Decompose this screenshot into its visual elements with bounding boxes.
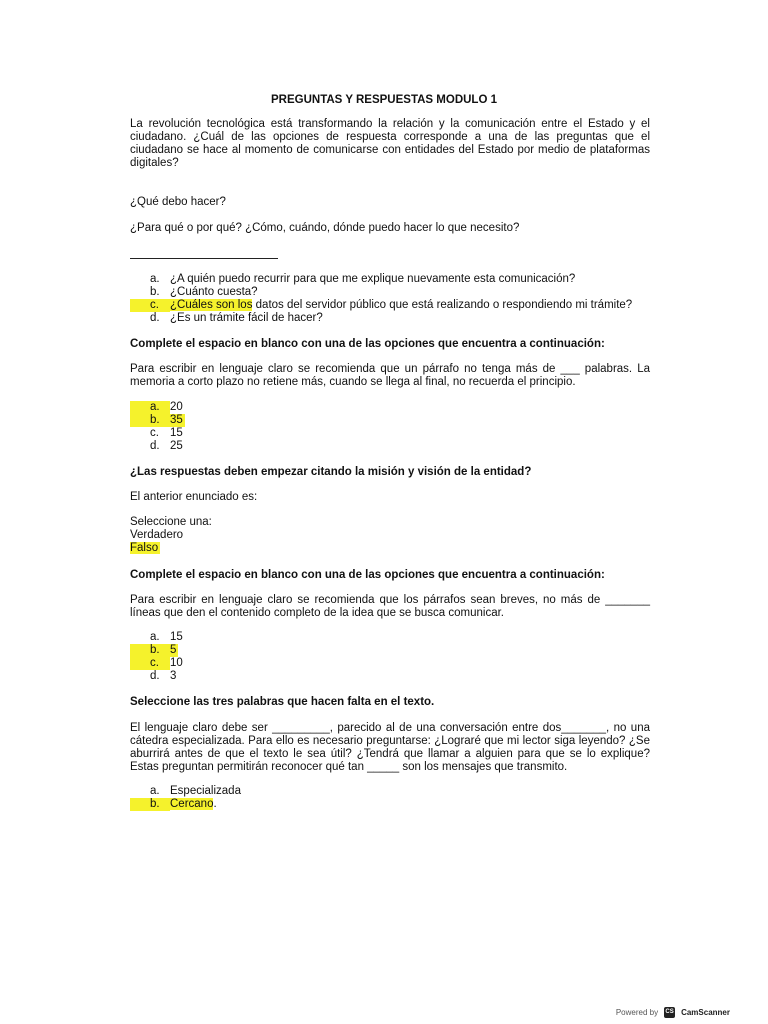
list-item-highlighted [130, 798, 650, 811]
highlighted-text: Cercano [170, 798, 214, 810]
list-item-highlighted [130, 414, 650, 427]
option-text [170, 798, 217, 811]
q3-line2: Seleccione una: [130, 516, 212, 528]
option-letter: a. [150, 631, 160, 643]
option-letter: b. [130, 414, 170, 427]
list-item [130, 427, 650, 440]
option-text: 15 [170, 427, 183, 439]
list-item-highlighted [130, 657, 650, 670]
option-text: 25 [170, 440, 183, 452]
option-letter: c. [130, 299, 170, 312]
option-letter: c. [150, 427, 159, 439]
list-item [130, 440, 650, 453]
option-text: 3 [170, 670, 177, 682]
option-letter: d. [150, 312, 160, 324]
q1-options [130, 273, 650, 325]
option-letter: a. [130, 401, 170, 414]
q1-line2: ¿Para qué o por qué? ¿Cómo, cuándo, dónde puedo hacer lo que necesito? [130, 222, 520, 234]
camscanner-watermark [616, 1006, 730, 1019]
q5-paragraph: El lenguaje claro debe ser _________, parecido al de una conversación entre dos_______, no una cátedra especializada. Para ello es necesario preguntarse: ¿Lograré que mi lector siga leyendo? ¿Se aburrirá antes de que el texto le sea útil? ¿Tendrá que llamar a alguien para que se lo explique? Estas preguntan permitirán reconocer qué tan _____ son los mensajes que transmito. [130, 722, 650, 773]
option-text: ¿Cuánto cuesta? [170, 286, 258, 298]
list-item-highlighted [130, 299, 650, 312]
q2-heading: Complete el espacio en blanco con una de las opciones que encuentra a continuación: [130, 338, 605, 350]
q4-heading: Complete el espacio en blanco con una de las opciones que encuentra a continuación: [130, 569, 605, 581]
highlighted-text: ¿Cuáles son los [170, 299, 253, 311]
list-item [130, 312, 650, 325]
option-letter: b. [130, 798, 170, 811]
list-item [130, 286, 650, 299]
option-text: 5 [170, 644, 177, 656]
highlighted-text: Falso [130, 542, 159, 554]
list-item-highlighted [130, 401, 650, 414]
list-item [130, 273, 650, 286]
list-item-highlighted [130, 644, 650, 657]
option-letter: d. [150, 670, 160, 682]
option-letter: d. [150, 440, 160, 452]
q3-option-false [130, 542, 650, 555]
option-letter: c. [130, 657, 170, 670]
option-letter: a. [150, 273, 160, 285]
list-item [130, 785, 650, 798]
q3-heading: ¿Las respuestas deben empezar citando la misión y visión de la entidad? [130, 466, 532, 478]
page-title: PREGUNTAS Y RESPUESTAS MODULO 1 [271, 94, 497, 106]
option-text: 15 [170, 631, 183, 643]
q2-options [130, 401, 650, 453]
option-letter: a. [150, 785, 160, 797]
list-item [130, 631, 650, 644]
option-text [170, 299, 632, 312]
q5-heading: Seleccione las tres palabras que hacen falta en el texto. [130, 696, 435, 708]
list-item [130, 670, 650, 683]
q2-paragraph: Para escribir en lenguaje claro se recomienda que un párrafo no tenga más de ___ palabras. La memoria a corto plazo no retiene más, cuando se llega al final, no recuerda el principio. [130, 363, 650, 388]
option-text: Especializada [170, 785, 241, 797]
q1-paragraph: La revolución tecnológica está transformando la relación y la comunicación entre el Estado y el ciudadano. ¿Cuál de las opciones de respuesta corresponde a una de las preguntas que el ciudadano se hace al momento de comunicarse con entidades del Estado por medio de plataformas digitales? [130, 118, 650, 169]
camscanner-brand: CamScanner [681, 1008, 730, 1017]
q5-options [130, 785, 650, 811]
camscanner-logo-icon: CS [664, 1007, 675, 1018]
option-letter: b. [130, 644, 170, 657]
answer-blank-line [130, 258, 278, 259]
q4-paragraph: Para escribir en lenguaje claro se recomienda que los párrafos sean breves, no más de _______ líneas que den el contenido completo de la idea que se busca comunicar. [130, 594, 650, 619]
option-text-rest: datos del servidor público que está realizando o respondiendo mi trámite? [252, 299, 633, 311]
powered-by-label: Powered by [615, 1008, 659, 1017]
option-text: 10 [170, 657, 183, 669]
option-text: 35 [170, 414, 183, 426]
q1-line1: ¿Qué debo hacer? [130, 196, 226, 208]
q3-option-true: Verdadero [130, 529, 184, 541]
q4-options [130, 631, 650, 683]
option-text: 20 [170, 401, 183, 413]
option-letter: b. [150, 286, 160, 298]
option-text: ¿A quién puedo recurrir para que me explique nuevamente esta comunicación? [170, 273, 576, 285]
trailing-dot: . [213, 798, 217, 810]
option-text: ¿Es un trámite fácil de hacer? [170, 312, 323, 324]
q3-line1: El anterior enunciado es: [130, 491, 258, 503]
